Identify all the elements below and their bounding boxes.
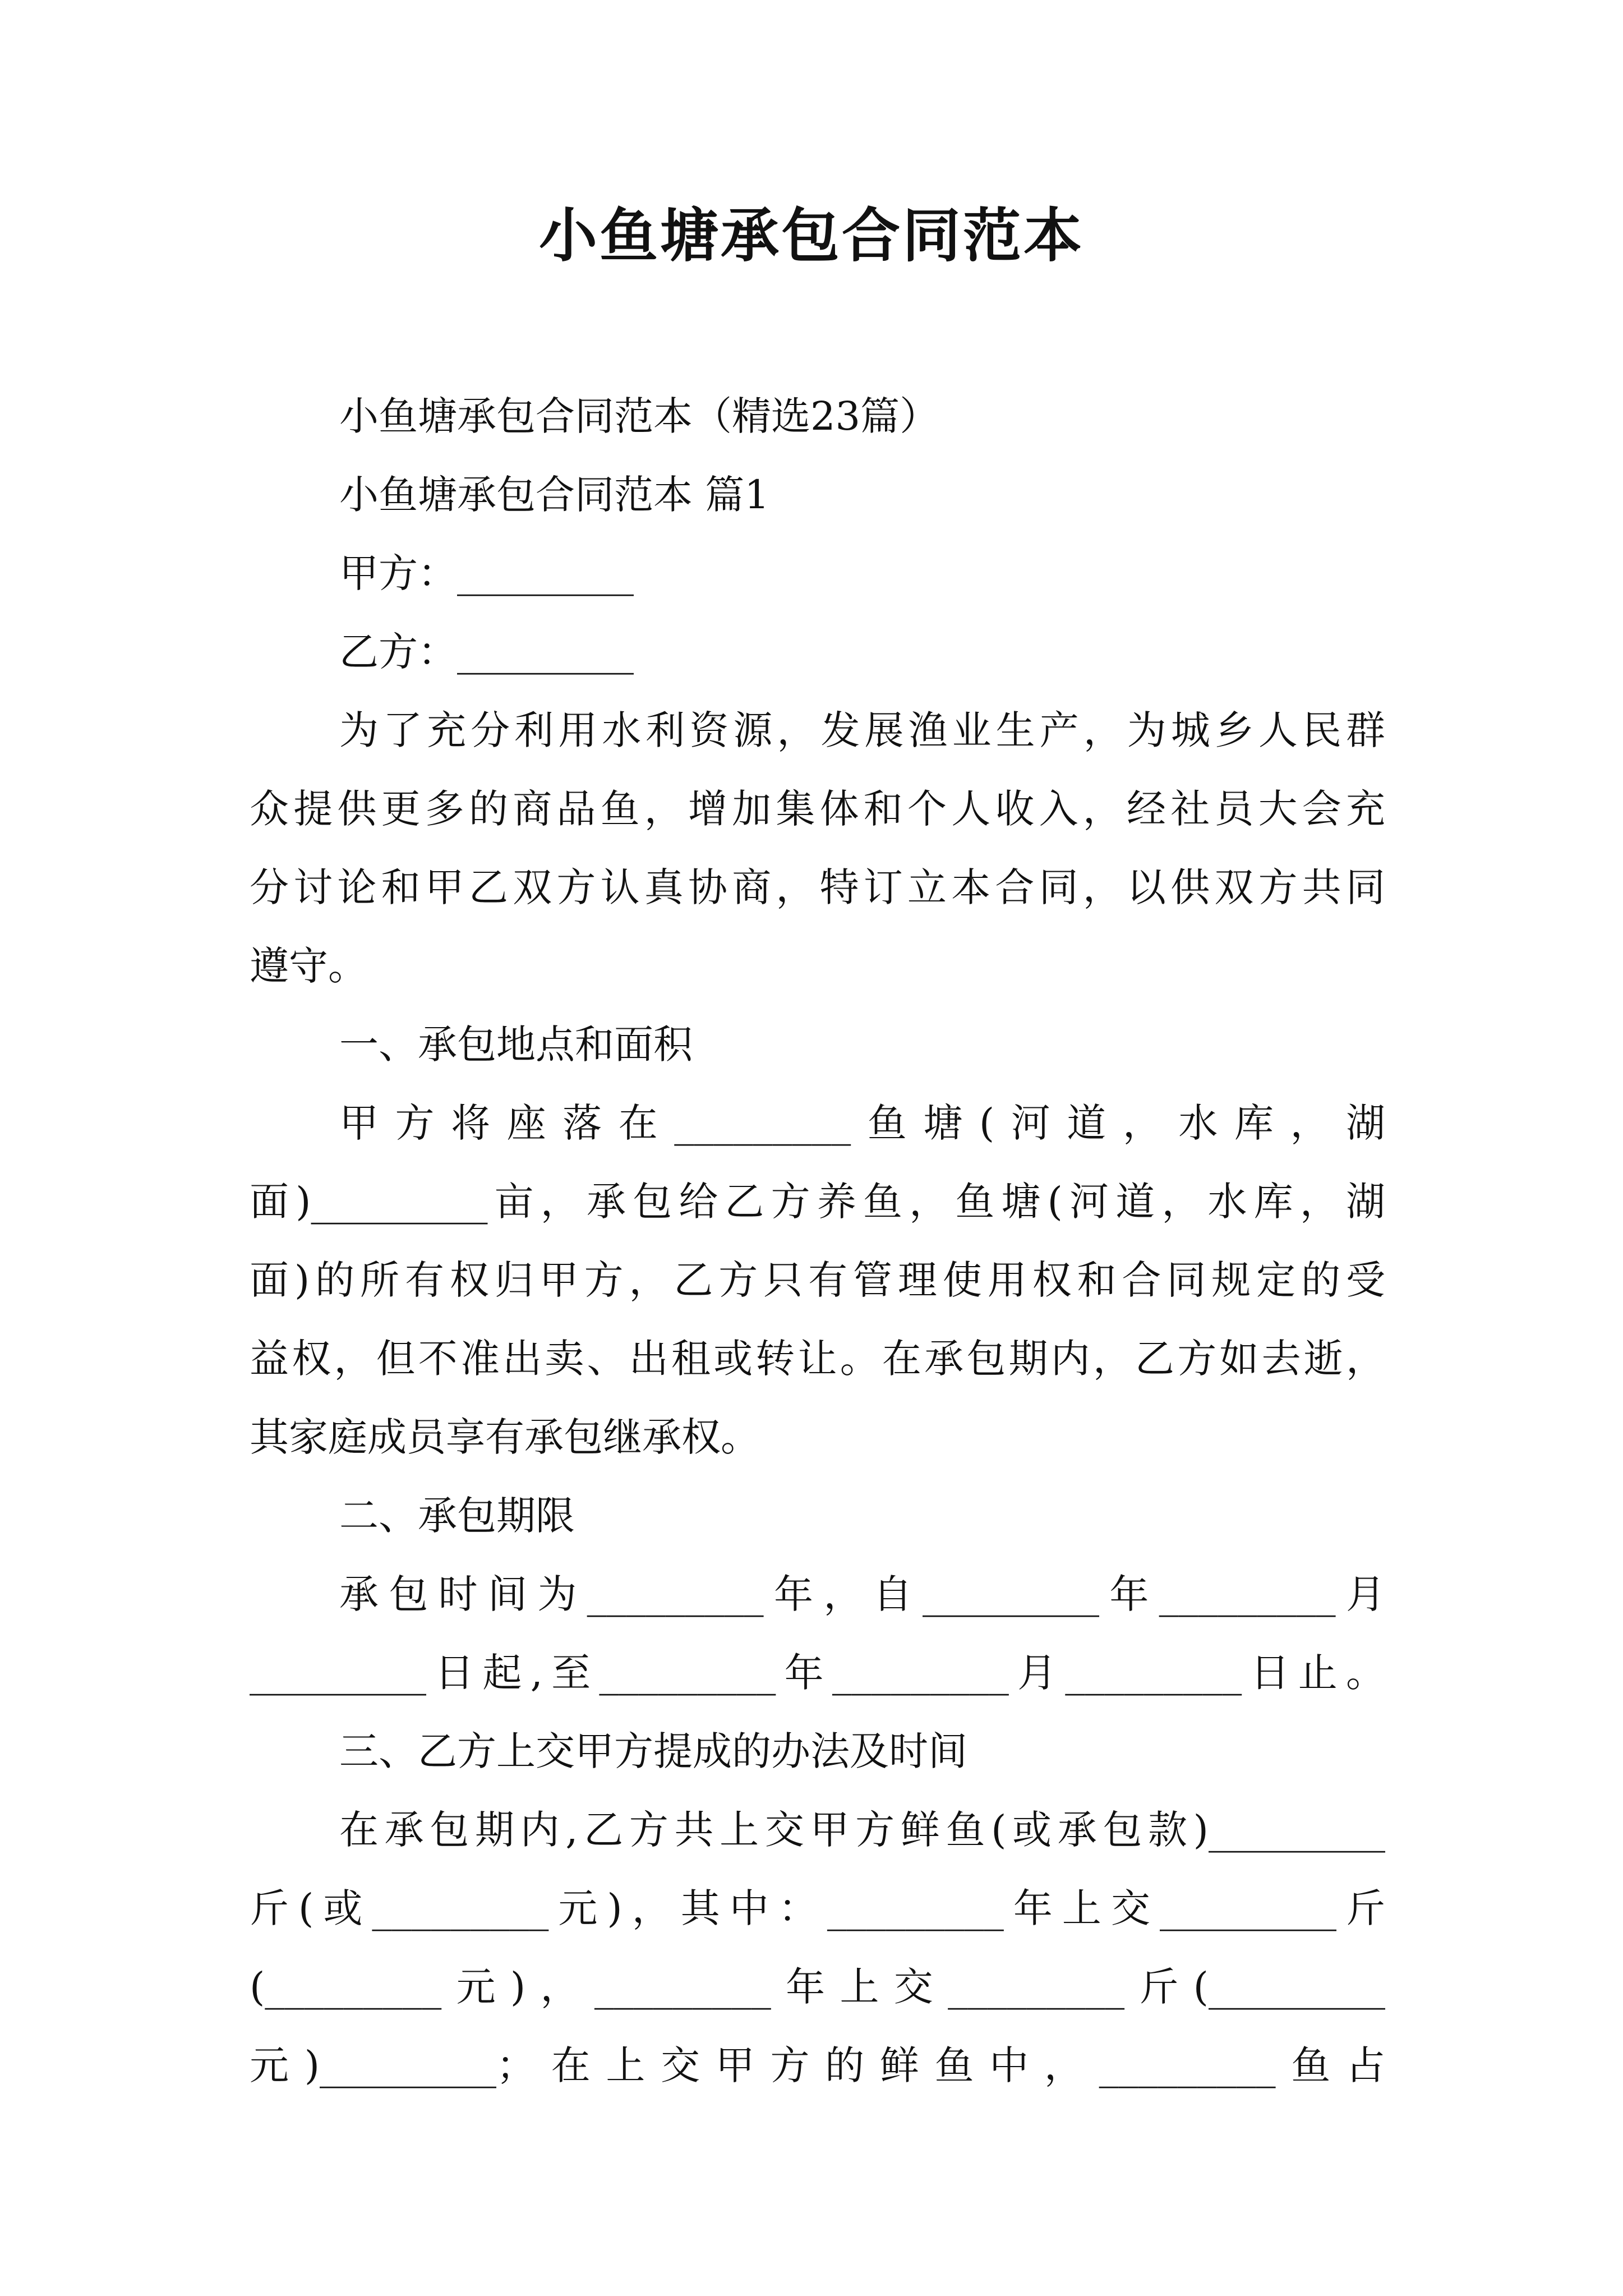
text-line: 斤(或_________元)，其中：_________年上交_________斤 [250, 1885, 1385, 1931]
text-line: 分讨论和甲乙双方认真协商，特订立本合同，以供双方共同 [250, 864, 1385, 910]
text-line: _________日起,至_________年_________月_________日止。 [250, 1650, 1385, 1696]
text-line: 三、乙方上交甲方提成的办法及时间 [339, 1728, 967, 1774]
text-line: 小鱼塘承包合同范本（精选23篇） [339, 393, 939, 439]
text-line: 为了充分利用水利资源，发展渔业生产，为城乡人民群 [339, 707, 1385, 753]
document-title: 小鱼塘承包合同范本 [538, 201, 1084, 270]
text-line: 乙方：_________ [339, 629, 634, 675]
text-line: 在承包期内,乙方共上交甲方鲜鱼(或承包款)_________ [339, 1807, 1385, 1853]
text-line: 一、承包地点和面积 [339, 1022, 693, 1068]
text-line: 面)_________亩，承包给乙方养鱼，鱼塘(河道，水库，湖 [250, 1179, 1385, 1225]
document-body [250, 377, 1385, 2105]
text-line: 众提供更多的商品鱼，增加集体和个人收入，经社员大会充 [250, 786, 1385, 832]
text-line: 承包时间为_________年，自_________年_________月 [339, 1571, 1385, 1617]
text-line: 二、承包期限 [339, 1493, 575, 1539]
text-line: 甲方将座落在_________鱼塘(河道，水库，湖 [339, 1100, 1385, 1146]
text-line: 遵守。 [250, 943, 367, 989]
text-line: 益权，但不准出卖、出租或转让。在承包期内，乙方如去逝， [250, 1336, 1385, 1382]
text-line: 面)的所有权归甲方，乙方只有管理使用权和合同规定的受 [250, 1257, 1385, 1303]
text-line: 其家庭成员享有承包继承权。 [250, 1414, 760, 1460]
text-line: 元)_________；在上交甲方的鲜鱼中，_________鱼占 [250, 2042, 1385, 2088]
text-line: (_________元)，_________年上交_________斤(_________ [250, 1964, 1385, 2010]
text-line: 小鱼塘承包合同范本 篇1 [339, 472, 769, 518]
text-line: 甲方：_________ [339, 550, 634, 596]
